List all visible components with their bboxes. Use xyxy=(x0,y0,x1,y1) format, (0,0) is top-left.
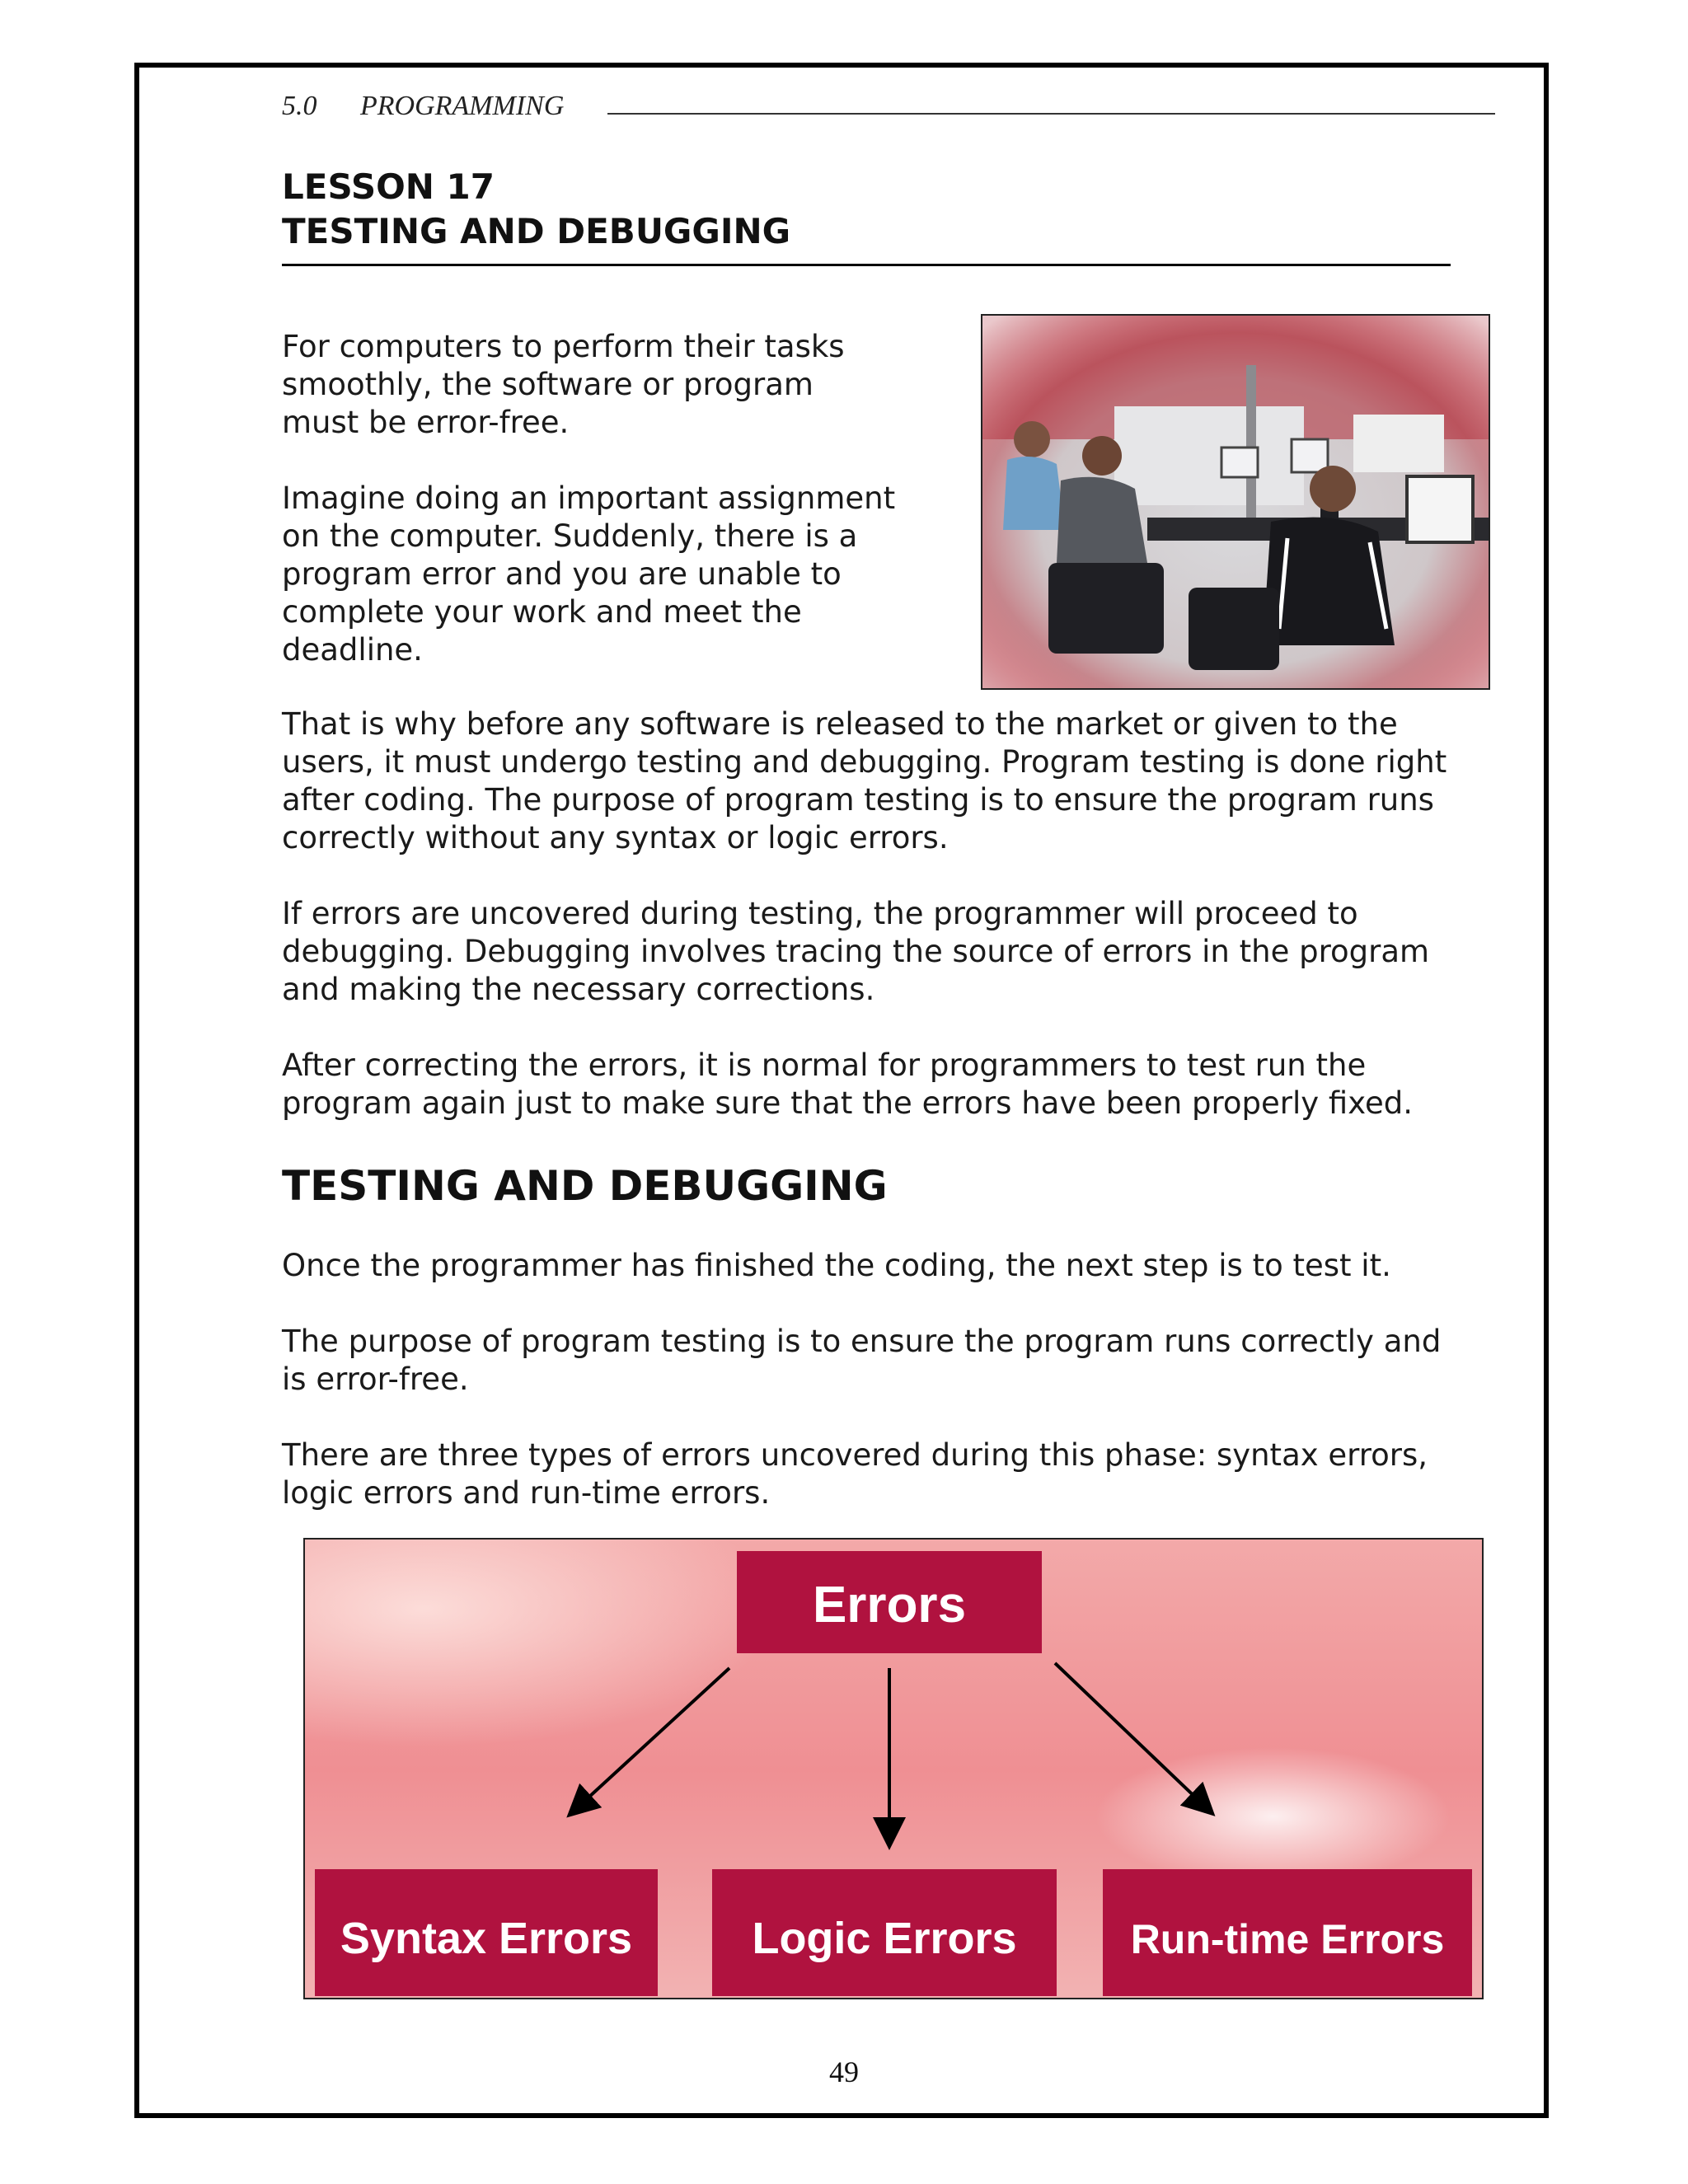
body-paragraph-3: That is why before any software is released to the market or given to the users, it must undergo testing and debugging. Program testing is done right after coding. The purpose of program testing is to ensure the program runs correctly without any syntax or logic errors. xyxy=(282,706,1447,855)
lesson-title: TESTING AND DEBUGGING xyxy=(282,211,791,251)
intro-paragraph-1: For computers to perform their tasks smoothly, the software or program must be error-free. xyxy=(282,329,845,440)
lesson-heading xyxy=(282,165,790,254)
runtime-errors-label: Run-time Errors xyxy=(1130,1916,1445,1962)
body-paragraph-4: If errors are uncovered during testing, the programmer will proceed to debugging. Debugging involves tracing the source of errors in the program and making the necessary corrections. xyxy=(282,896,1430,1007)
section-paragraph-3: There are three types of errors uncovered during this phase: syntax errors, logic errors and run-time errors. xyxy=(282,1437,1428,1511)
section-heading: TESTING AND DEBUGGING xyxy=(282,1162,888,1210)
header-rule xyxy=(607,113,1495,115)
section-paragraph-1: Once the programmer has finished the coding, the next step is to test it. xyxy=(282,1248,1391,1283)
page-number: 49 xyxy=(829,2055,859,2088)
title-rule xyxy=(282,264,1451,266)
errors-root-node xyxy=(737,1551,1042,1653)
syntax-errors-node xyxy=(315,1869,658,1996)
programmers-photo xyxy=(981,314,1490,690)
runtime-errors-node xyxy=(1103,1869,1472,1996)
logic-errors-node xyxy=(712,1869,1057,1996)
error-types-diagram xyxy=(303,1538,1484,1999)
section-number: 5.0 xyxy=(282,91,317,121)
section-paragraph-2: The purpose of program testing is to ensure the program runs correctly and is error-free. xyxy=(282,1324,1442,1397)
syntax-errors-label: Syntax Errors xyxy=(340,1914,633,1963)
lesson-number: LESSON 17 xyxy=(282,166,495,207)
section-title: PROGRAMMING xyxy=(360,91,565,121)
intro-paragraph-2: Imagine doing an important assignment on the computer. Suddenly, there is a program error and you are unable to complete your work and meet the deadline. xyxy=(282,480,896,668)
errors-root-label: Errors xyxy=(812,1577,967,1633)
logic-errors-label: Logic Errors xyxy=(752,1914,1017,1963)
running-header xyxy=(282,91,1495,132)
body-paragraph-5: After correcting the errors, it is normal for programmers to test run the program again just to make sure that the errors have been properly fixed. xyxy=(282,1047,1413,1121)
